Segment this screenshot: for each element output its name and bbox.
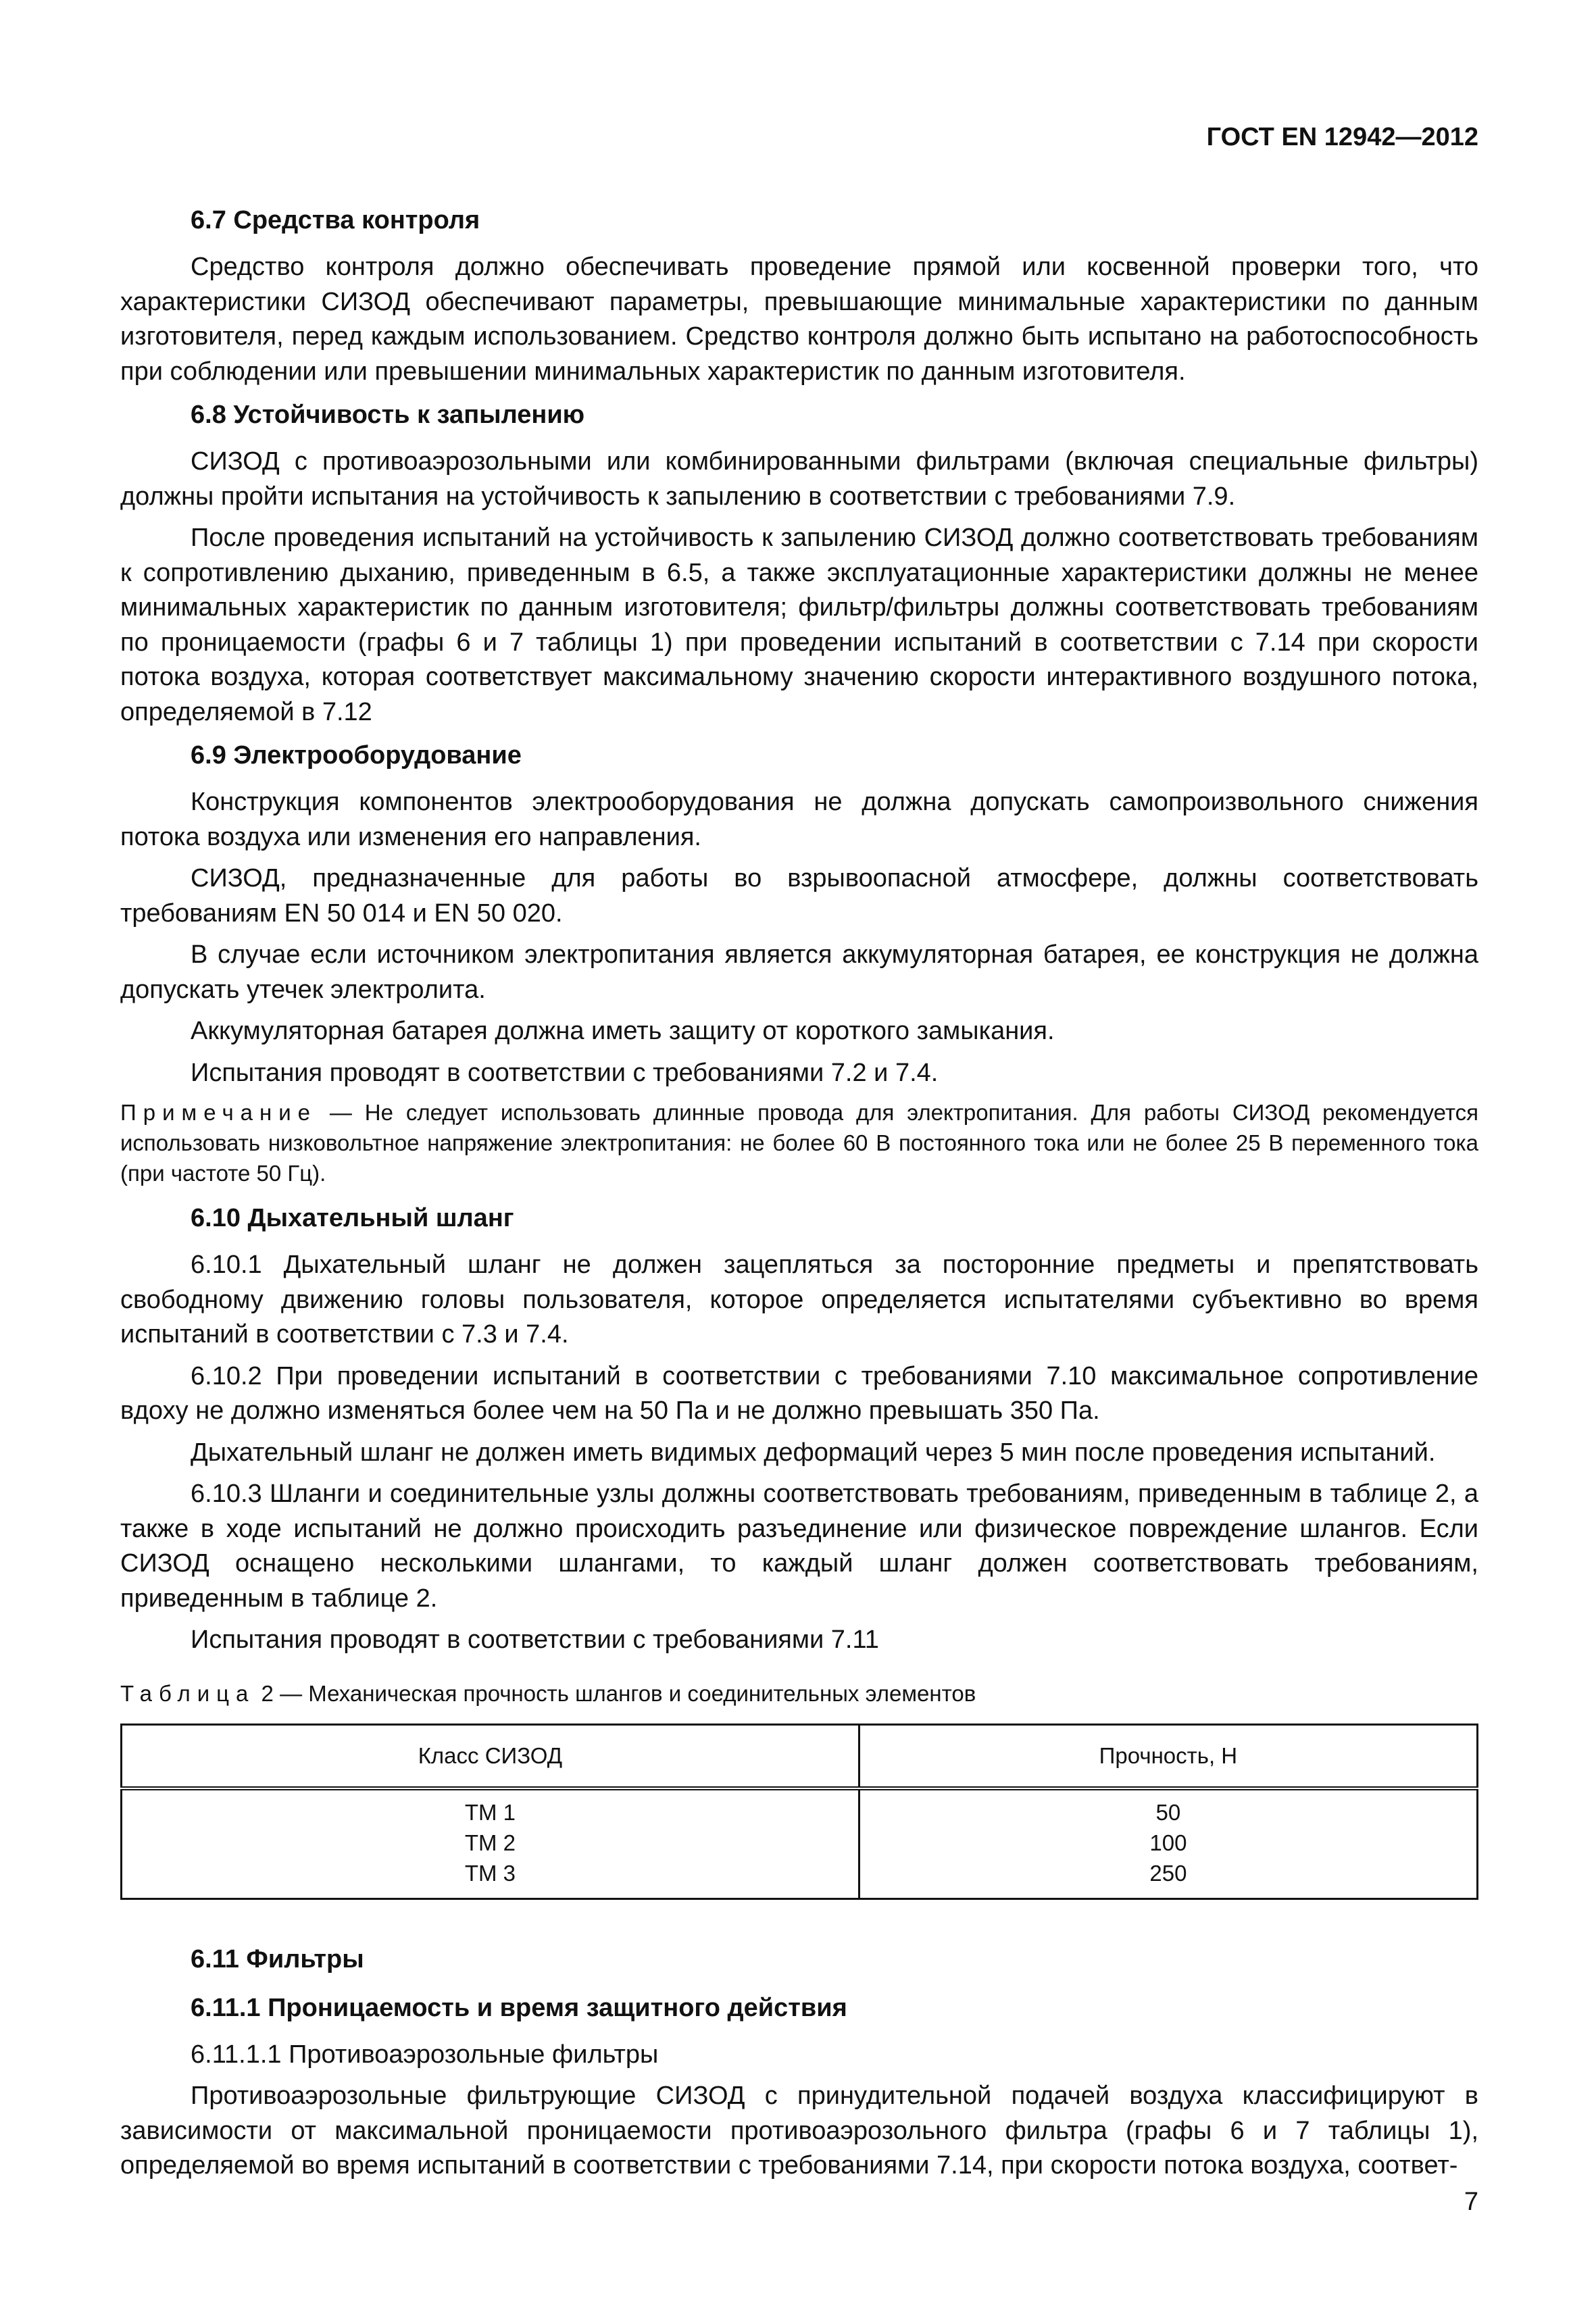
strength-value: 50 [1155, 1799, 1181, 1825]
class-value: ТМ 1 [464, 1799, 516, 1825]
paragraph: 6.11.1.1 Противоаэрозольные фильтры [191, 2040, 659, 2069]
paragraph: СИЗОД, предназначенные для работы во взрывоопасной атмосфере, должны соответствовать требованиям EN 50 014 и EN 50 020. [120, 864, 1478, 928]
paragraph: В случае если источником электропитания является аккумуляторная батарея, ее конструкция не должна допускать утечек электролита. [120, 940, 1478, 1004]
table-header-strength: Прочность, Н [859, 1724, 1477, 1788]
table-caption-text: 2 — Механическая прочность шлангов и соединительных элементов [255, 1680, 976, 1706]
note [120, 1097, 1478, 1188]
paragraph: После проведения испытаний на устойчивость к запылению СИЗОД должно соответствовать требованиям к сопротивлению дыханию, приведенным в 6.5, а также эксплуатационные характеристики должны не менее минимальных характеристик по данным изготовителя; фильтр/фильтры должны соответствовать требованиям по проницаемости (графы 6 и 7 таблицы 1) при проведении испытаний в соответствии с 7.14 при скорости потока воздуха, которая соответствует максимальному значению скорости интерактивного воздушного потока, определяемой в 7.12 [120, 524, 1478, 726]
section-heading-6-9: 6.9 Электрооборудование [191, 741, 522, 770]
strength-value: 100 [1149, 1830, 1187, 1855]
paragraph: Испытания проводят в соответствии с требованиями 7.2 и 7.4. [191, 1058, 939, 1087]
paragraph: Конструкция компонентов электрооборудования не должна допускать самопроизвольного снижения потока воздуха или изменения его направления. [120, 788, 1478, 851]
paragraph: Дыхательный шланг не должен иметь видимых деформаций через 5 мин после проведения испытаний. [191, 1438, 1436, 1467]
paragraph: Средство контроля должно обеспечивать проведение прямой или косвенной проверки того, что характеристики СИЗОД обеспечивают параметры, превышающие минимальные характеристики по данным изготовителя, перед каждым использованием. Средство контроля должно быть испытано на работоспособность при соблюдении или превышении минимальных характеристик по данным изготовителя. [120, 253, 1478, 386]
note-label: Примечание [120, 1100, 318, 1125]
paragraph: 6.10.3 Шланги и соединительные узлы должны соответствовать требованиям, приведенным в таблице 2, а также в ходе испытаний не должно происходить разъединение или физическое повреждение шлангов. Если СИЗОД оснащено несколькими шлангами, то каждый шланг должен соответствовать требованиям, приведенным в таблице 2. [120, 1480, 1478, 1613]
section-heading-6-11-1: 6.11.1 Проницаемость и время защитного действия [191, 1993, 847, 2022]
strength-table [120, 1724, 1478, 1900]
section-heading-6-7: 6.7 Средства контроля [191, 206, 480, 234]
section-heading-6-10: 6.10 Дыхательный шланг [191, 1204, 514, 1232]
table-caption-label: Таблица [120, 1680, 255, 1706]
table-header-class: Класс СИЗОД [122, 1724, 859, 1788]
paragraph: Испытания проводят в соответствии с требованиями 7.11 [191, 1626, 879, 1654]
strength-value: 250 [1149, 1860, 1187, 1886]
paragraph: Аккумуляторная батарея должна иметь защиту от короткого замыкания. [191, 1017, 1055, 1045]
table-cell-classes [122, 1788, 859, 1899]
class-value: ТМ 3 [464, 1860, 516, 1886]
paragraph: СИЗОД с противоаэрозольными или комбинированными фильтрами (включая специальные фильтры) должны пройти испытания на устойчивость к запылению в соответствии с требованиями 7.9. [120, 447, 1478, 511]
note-text: — Не следует использовать длинные провода для электропитания. Для работы СИЗОД рекомендуется использовать низковольтное напряжение электропитания: не более 60 В постоянного тока или не более 25 В переменного тока (при частоте 50 Гц). [120, 1100, 1478, 1186]
paragraph: 6.10.1 Дыхательный шланг не должен зацепляться за посторонние предметы и препятствовать свободному движению головы пользователя, которое определяется испытателями субъективно во время испытаний в соответствии с 7.3 и 7.4. [120, 1251, 1478, 1349]
section-heading-6-11: 6.11 Фильтры [191, 1944, 364, 1973]
section-heading-6-8: 6.8 Устойчивость к запылению [191, 401, 585, 429]
page-content [120, 201, 1478, 2190]
table-caption [120, 1678, 1478, 1709]
page-number: 7 [1464, 2188, 1478, 2216]
table-cell-strengths [859, 1788, 1477, 1899]
paragraph: 6.10.2 При проведении испытаний в соответствии с требованиями 7.10 максимальное сопротивление вдоху не должно изменяться более чем на 50 Па и не должно превышать 350 Па. [120, 1361, 1478, 1425]
standard-header: ГОСТ EN 12942—2012 [1206, 123, 1478, 151]
paragraph: Противоаэрозольные фильтрующие СИЗОД с принудительной подачей воздуха классифицируют в зависимости от максимальной проницаемости противоаэрозольного фильтра (графы 6 и 7 таблицы 1), определяемой во время испытаний в соответствии с требованиями 7.14, при скорости потока воздуха, соответ- [120, 2082, 1478, 2180]
class-value: ТМ 2 [464, 1830, 516, 1855]
